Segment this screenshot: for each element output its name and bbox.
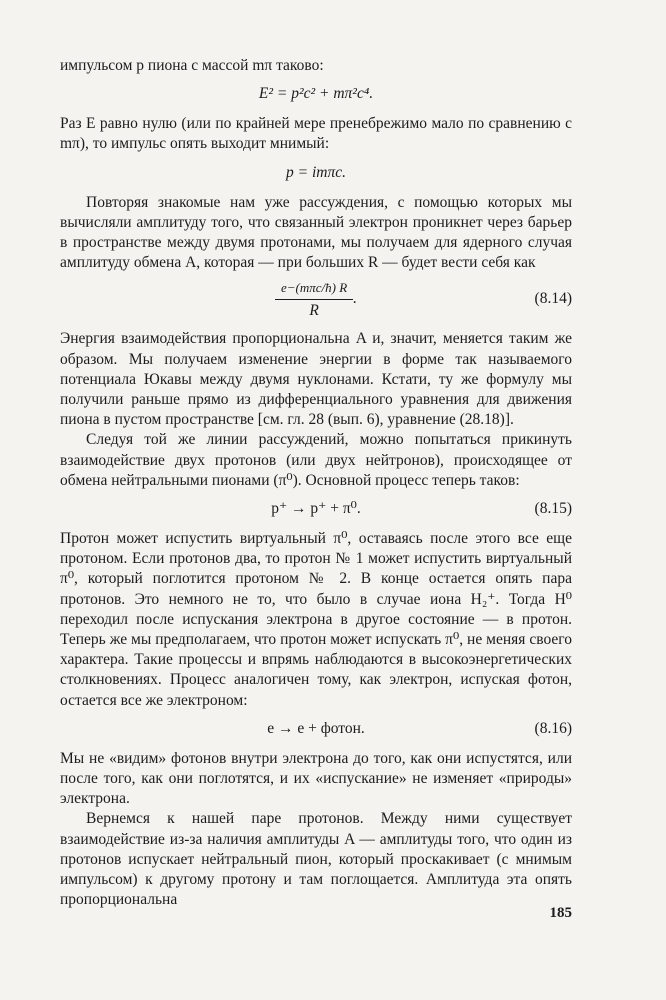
equation-text: E² = p²c² + mπ²c⁴. xyxy=(258,85,374,103)
equation-number: (8.14) xyxy=(534,290,572,308)
paragraph: Мы не «видим» фотонов внутри электрона до того, как они испустятся, или после того, как они поглотятся, и их «испускание» не изменяет «природы» электрона. xyxy=(60,749,572,808)
equation-text: p = imπc. xyxy=(286,163,346,181)
equation-8-15 xyxy=(60,497,572,521)
page-number: 185 xyxy=(549,905,572,921)
equation-8-16 xyxy=(60,717,572,741)
fraction-numerator: e−(mπc/ħ) R xyxy=(275,279,353,300)
paragraph: Следуя той же линии рассуждений, можно попытаться прикинуть взаимодействие двух протонов (или двух нейтронов), происходящее от обмена нейтральными пионами (π⁰). Основной процесс теперь таков: xyxy=(60,431,572,489)
fraction xyxy=(275,279,353,320)
paragraph: Протон может испустить виртуальный π⁰, оставаясь после этого все еще протоном. Если протонов два, то протон № 1 может испустить виртуальный π⁰, который поглотится протоном № 2. В конце остается опять пара протонов. Это немного не то, что было в случае иона H₂⁺. Тогда H⁰ переходил после испускания электрона в другое состояние — в протон. Теперь же мы предполагаем, что протон может испускать π⁰, не меняя своего характера. Такие процессы и впрямь наблюдаются в высокоэнергетических столкновениях. Процесс аналогичен тому, как электрон, испуская фотон, остается все же электроном: xyxy=(60,530,572,709)
paragraph: Вернемся к нашей паре протонов. Между ними существует взаимодействие из-за наличия амплитуды A — амплитуды того, что один из протонов испускает нейтральный пион, который проскакивает (с мнимым импульсом) к другому протону и там поглощается. Амплитуда эта опять пропорциональна xyxy=(60,810,572,909)
paragraph: Энергия взаимодействия пропорциональна A и, значит, меняется таким же образом. Мы получаем изменение энергии в форме так называемого потенциала Юкавы между двумя нуклонами. Кстати, ту же формулу мы получили раньше прямо из дифференциального уравнения для движения пиона в пустом пространстве [см. гл. 28 (вып. 6), уравнение (28.18)]. xyxy=(60,330,572,429)
paragraph: импульсом p пиона с массой mπ таково: xyxy=(60,57,324,74)
paragraph: Повторяя знакомые нам уже рассуждения, с помощью которых мы вычисляли амплитуду того, что связанный электрон проникнет через барьер в пространстве между двумя протонами, мы получаем для ядерного случая амплитуду обмена A, которая — при больших R — будет вести себя как xyxy=(60,193,572,272)
page-body xyxy=(60,56,572,911)
equation-number: (8.16) xyxy=(534,719,572,737)
paragraph: Раз E равно нулю (или по крайней мере пренебрежимо мало по сравнению с mπ), то импульс опять выходит мнимый: xyxy=(60,115,572,153)
equation-energy xyxy=(60,82,572,106)
equation-text: p⁺ → p⁺ + π⁰. xyxy=(271,500,361,518)
equation-momentum xyxy=(60,161,572,185)
fraction-denominator: R xyxy=(309,302,319,320)
equation-text: e → e + фотон. xyxy=(267,719,365,737)
equation-number: (8.15) xyxy=(534,500,572,518)
equation-8-14: $\frac{\text{e−(mπc/ħ) R}}{R}$ . (8.14) xyxy=(60,277,572,321)
